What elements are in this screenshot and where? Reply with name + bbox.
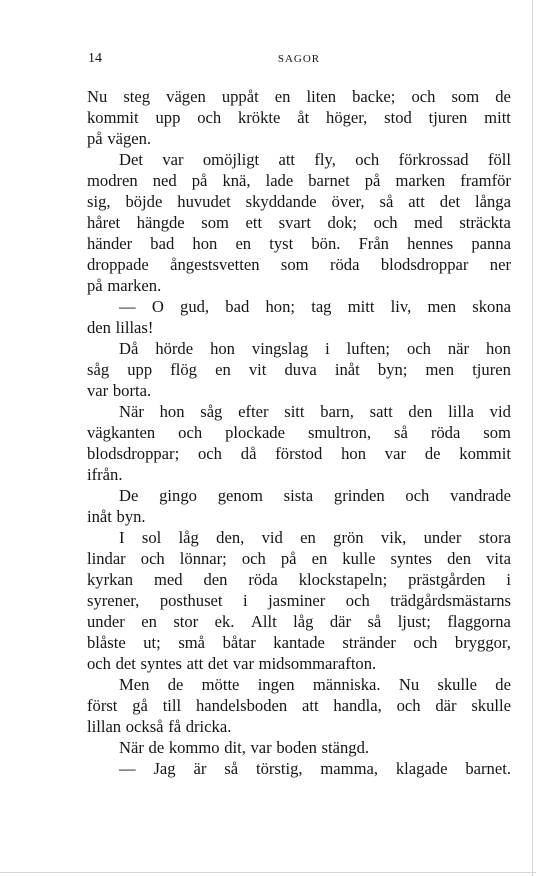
- word: blodsdroppar;: [87, 444, 180, 463]
- text-line: [87, 527, 511, 548]
- text-line: [87, 317, 511, 338]
- word: låg: [178, 528, 199, 547]
- word: vid: [489, 402, 511, 421]
- word: trädgårdsmästarns: [390, 591, 511, 610]
- text-line: [87, 296, 511, 317]
- word: borta.: [112, 381, 152, 400]
- word: knä,: [222, 171, 251, 190]
- word: hon: [159, 402, 185, 421]
- word: flög: [170, 360, 197, 379]
- text-line: [87, 443, 511, 464]
- word: en: [141, 612, 157, 631]
- word: mitt: [347, 297, 375, 316]
- text-line: [87, 506, 511, 527]
- word: bön.: [311, 234, 341, 253]
- word: var: [232, 654, 255, 673]
- word: då: [240, 444, 257, 463]
- word: skona: [472, 297, 511, 316]
- word: i: [325, 339, 330, 358]
- word: marken: [395, 171, 446, 190]
- word: böjde: [125, 192, 163, 211]
- word: skulle: [471, 696, 511, 715]
- page-header: [88, 50, 510, 68]
- word: jasminer: [268, 591, 326, 610]
- word: så: [224, 759, 239, 778]
- word: det: [115, 654, 136, 673]
- word: vik,: [380, 528, 407, 547]
- word: byn.: [116, 507, 146, 526]
- word: när: [447, 339, 470, 358]
- word: lillas!: [115, 318, 154, 337]
- word: grinden: [333, 486, 385, 505]
- word: det: [207, 654, 229, 673]
- word: vid: [261, 528, 283, 547]
- word: håret: [87, 213, 121, 232]
- word: att: [278, 150, 296, 169]
- word: efter: [238, 402, 269, 421]
- word: lade: [265, 171, 294, 190]
- word: sista: [283, 486, 314, 505]
- word: och: [373, 213, 398, 232]
- word: hörde: [155, 339, 194, 358]
- scan-edge-bottom: [0, 872, 536, 873]
- word: lönnar;: [179, 549, 227, 568]
- text-line: [87, 674, 511, 695]
- word: duva: [284, 360, 317, 379]
- word: de: [167, 675, 184, 694]
- word: röda: [329, 255, 360, 274]
- word: att: [186, 654, 204, 673]
- word: men: [425, 360, 455, 379]
- word: föll: [487, 150, 511, 169]
- word: mamma,: [320, 759, 378, 778]
- text-line: [87, 107, 511, 128]
- word: så: [379, 192, 394, 211]
- word: på: [87, 276, 103, 295]
- word: Från: [358, 234, 389, 253]
- text-line: [87, 464, 511, 485]
- word: de: [148, 738, 165, 757]
- word: tjuren: [428, 108, 468, 127]
- word: tyst: [269, 234, 294, 253]
- word: satt: [369, 402, 393, 421]
- word: den: [203, 570, 228, 589]
- word: och: [140, 549, 165, 568]
- word: få: [168, 717, 182, 736]
- word: vit: [248, 360, 267, 379]
- word: där: [329, 612, 352, 631]
- word: Det: [119, 150, 143, 169]
- word: krökte: [237, 108, 281, 127]
- text-line: [87, 632, 511, 653]
- word: —: [119, 297, 136, 316]
- word: på: [364, 171, 381, 190]
- word: I: [119, 528, 125, 547]
- text-line: [87, 653, 511, 674]
- word: och: [345, 591, 370, 610]
- word: huvudet: [177, 192, 231, 211]
- text-line: [87, 569, 511, 590]
- word: handelsboden: [195, 696, 288, 715]
- text-line: [87, 128, 511, 149]
- text-line: [87, 485, 511, 506]
- word: De: [119, 486, 139, 505]
- text-line: [87, 233, 511, 254]
- word: barnet: [308, 171, 350, 190]
- word: sträckta: [459, 213, 511, 232]
- word: att: [301, 696, 319, 715]
- text-line: [87, 359, 511, 380]
- word: under: [423, 528, 462, 547]
- word: gud,: [180, 297, 210, 316]
- text-line: [87, 695, 511, 716]
- word: med: [414, 213, 443, 232]
- word: mitt: [484, 108, 511, 127]
- word: händer: [87, 234, 133, 253]
- word: var: [87, 381, 109, 400]
- word: vägkanten: [87, 423, 156, 442]
- word: —: [119, 759, 136, 778]
- word: ingen: [257, 675, 295, 694]
- word: den: [447, 549, 472, 568]
- word: dit,: [224, 738, 246, 757]
- word: där: [435, 696, 457, 715]
- word: Nu: [398, 675, 420, 694]
- word: sol: [141, 528, 162, 547]
- scan-edge-right: [532, 0, 533, 876]
- word: att: [408, 192, 425, 211]
- text-line: [87, 422, 511, 443]
- word: Jag: [153, 759, 176, 778]
- word: båtar: [222, 633, 256, 652]
- word: ifrån.: [87, 465, 123, 484]
- word: syntes: [140, 654, 183, 673]
- word: kommit: [459, 444, 511, 463]
- word: förstod: [275, 444, 323, 463]
- word: mötte: [201, 675, 240, 694]
- word: över,: [331, 192, 365, 211]
- text-line: [87, 212, 511, 233]
- word: dricka.: [185, 717, 232, 736]
- word: kommit: [87, 108, 139, 127]
- word: var: [384, 444, 406, 463]
- word: också: [125, 717, 164, 736]
- word: i: [506, 570, 511, 589]
- word: tag: [311, 297, 332, 316]
- word: först: [87, 696, 118, 715]
- word: människa.: [312, 675, 381, 694]
- word: boden: [276, 738, 317, 757]
- word: höger,: [326, 108, 368, 127]
- word: och: [197, 108, 222, 127]
- word: hon: [192, 234, 218, 253]
- text-line: [87, 611, 511, 632]
- word: vägen.: [107, 129, 152, 148]
- word: med: [153, 570, 183, 589]
- word: stränder: [342, 633, 396, 652]
- word: steg: [123, 87, 151, 106]
- word: och: [413, 633, 438, 652]
- word: svart: [278, 213, 311, 232]
- word: ett: [245, 213, 263, 232]
- word: backe;: [352, 87, 396, 106]
- word: lindar: [87, 549, 126, 568]
- word: låg: [293, 612, 314, 631]
- word: stängd.: [321, 738, 370, 757]
- word: flaggorna: [447, 612, 511, 631]
- page-number: 14: [88, 51, 102, 66]
- word: lilla: [448, 402, 474, 421]
- word: kyrkan: [87, 570, 134, 589]
- word: röda: [248, 570, 278, 589]
- word: framför: [460, 171, 511, 190]
- word: vita: [486, 549, 511, 568]
- word: stor: [173, 612, 199, 631]
- word: och: [406, 339, 431, 358]
- word: bad: [150, 234, 175, 253]
- word: panna: [471, 234, 511, 253]
- word: modren: [87, 171, 138, 190]
- word: en: [311, 549, 328, 568]
- word: bad: [225, 297, 250, 316]
- word: dok;: [327, 213, 358, 232]
- text-line: [87, 401, 511, 422]
- text-line: [87, 737, 511, 758]
- word: posthuset: [159, 591, 223, 610]
- word: och: [405, 486, 430, 505]
- word: blodsdroppar: [380, 255, 469, 274]
- word: en: [274, 87, 291, 106]
- word: inåt: [334, 360, 360, 379]
- word: När: [119, 402, 144, 421]
- word: plockade: [225, 423, 285, 442]
- word: en: [235, 234, 252, 253]
- word: förkrossad: [398, 150, 469, 169]
- word: och: [241, 549, 266, 568]
- word: ångestsvetten: [170, 255, 260, 274]
- word: och: [87, 654, 111, 673]
- text-line: [87, 716, 511, 737]
- word: smultron,: [307, 423, 372, 442]
- word: omöjligt: [202, 150, 260, 169]
- word: droppade: [87, 255, 149, 274]
- word: liv,: [390, 297, 412, 316]
- word: gå: [132, 696, 148, 715]
- word: små: [178, 633, 206, 652]
- word: ner: [489, 255, 511, 274]
- word: byn;: [377, 360, 408, 379]
- word: är: [193, 759, 207, 778]
- text-line: [87, 170, 511, 191]
- word: inåt: [87, 507, 112, 526]
- word: var: [162, 150, 184, 169]
- word: ljust;: [397, 612, 431, 631]
- word: syrener,: [87, 591, 140, 610]
- word: upp: [127, 360, 153, 379]
- word: på: [87, 129, 103, 148]
- word: prästgården: [408, 570, 486, 589]
- text-line: [87, 338, 511, 359]
- word: på: [280, 549, 297, 568]
- word: de: [495, 675, 511, 694]
- word: fly,: [314, 150, 336, 169]
- word: stora: [478, 528, 511, 547]
- text-line: [87, 758, 511, 779]
- word: tjuren: [472, 360, 511, 379]
- word: luften;: [346, 339, 390, 358]
- word: som: [280, 255, 309, 274]
- word: på: [191, 171, 208, 190]
- word: åt: [297, 108, 310, 127]
- text-line: [87, 149, 511, 170]
- word: i: [243, 591, 248, 610]
- word: de: [495, 87, 511, 106]
- word: såg: [87, 360, 110, 379]
- word: genom: [217, 486, 263, 505]
- word: sitt: [284, 402, 305, 421]
- word: och: [355, 150, 380, 169]
- word: grön: [333, 528, 364, 547]
- text-line: [87, 380, 511, 401]
- word: hon: [341, 444, 366, 463]
- word: såg: [200, 402, 223, 421]
- word: kantade: [273, 633, 325, 652]
- word: röda: [430, 423, 461, 442]
- word: den: [408, 402, 433, 421]
- word: blåste: [87, 633, 126, 652]
- word: som: [201, 213, 229, 232]
- word: hon: [210, 339, 235, 358]
- text-line: [87, 191, 511, 212]
- word: hon;: [265, 297, 295, 316]
- word: vägen: [166, 87, 206, 106]
- word: handla,: [333, 696, 382, 715]
- word: marken.: [107, 276, 162, 295]
- word: och: [178, 423, 203, 442]
- word: upp: [155, 108, 181, 127]
- running-head: SAGOR: [277, 53, 321, 65]
- word: så: [367, 612, 382, 631]
- word: var: [250, 738, 272, 757]
- word: stod: [384, 108, 412, 127]
- word: ned: [152, 171, 177, 190]
- word: det: [439, 192, 461, 211]
- word: och: [198, 444, 222, 463]
- body-text: [87, 86, 511, 779]
- word: kommo: [168, 738, 220, 757]
- word: gingo: [159, 486, 197, 505]
- word: ek.: [214, 612, 235, 631]
- word: uppåt: [221, 87, 259, 106]
- word: kulle: [342, 549, 376, 568]
- word: den: [87, 318, 111, 337]
- word: som: [483, 423, 511, 442]
- word: klagade: [395, 759, 448, 778]
- word: barn,: [320, 402, 354, 421]
- text-line: [87, 275, 511, 296]
- word: den,: [216, 528, 245, 547]
- word: midsommarafton.: [258, 654, 377, 673]
- text-line: [87, 86, 511, 107]
- word: och: [411, 87, 436, 106]
- word: till: [162, 696, 182, 715]
- word: När: [119, 738, 144, 757]
- word: hon: [486, 339, 511, 358]
- word: sig,: [87, 192, 111, 211]
- word: Men: [119, 675, 150, 694]
- word: vandrade: [450, 486, 511, 505]
- word: Allt: [250, 612, 277, 631]
- text-line: [87, 254, 511, 275]
- text-line: [87, 548, 511, 569]
- word: skyddande: [245, 192, 317, 211]
- word: och: [396, 696, 421, 715]
- word: en: [215, 360, 231, 379]
- word: vingslag: [251, 339, 309, 358]
- word: Då: [119, 339, 139, 358]
- word: men: [427, 297, 457, 316]
- word: törstig,: [255, 759, 303, 778]
- word: hennes: [407, 234, 454, 253]
- word: ut;: [143, 633, 161, 652]
- word: liten: [306, 87, 336, 106]
- word: bryggor,: [454, 633, 511, 652]
- word: syntes: [390, 549, 433, 568]
- word: lillan: [87, 717, 122, 736]
- word: som: [451, 87, 480, 106]
- word: barnet.: [465, 759, 511, 778]
- word: Nu: [87, 87, 108, 106]
- word: långa: [475, 192, 511, 211]
- word: klockstapeln;: [298, 570, 388, 589]
- word: hängde: [136, 213, 185, 232]
- word: O: [151, 297, 164, 316]
- word: under: [87, 612, 125, 631]
- word: en: [300, 528, 316, 547]
- text-line: [87, 590, 511, 611]
- word: så: [394, 423, 408, 442]
- word: de: [424, 444, 441, 463]
- word: skulle: [437, 675, 478, 694]
